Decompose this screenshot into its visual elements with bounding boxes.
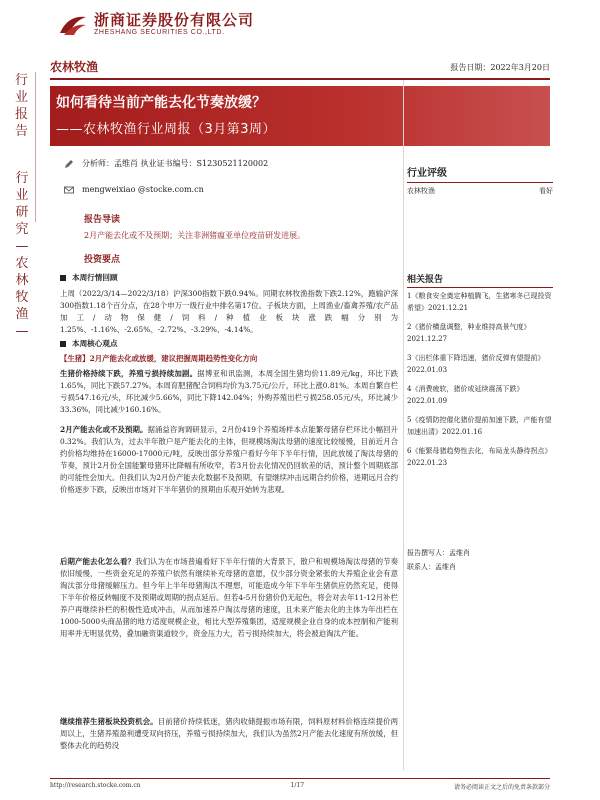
hog-lead: 【生猪】2月产能去化或放缓，建议把握周期趋势性变化方向: [60, 354, 258, 363]
contact-person: 联系人：孟维肖: [407, 563, 456, 571]
review-text: 上周（2022/3/14—2022/3/18）沪深300指数下跌0.94%。同期农林牧渔指数下跌2.12%，跑输沪深300指数1.18个百分点，在28个申万一级行业中排名第17位。子板块方面，上周渔业/畜禽养殖/农产品加工/动物保健/饲料/种植业板块涨跌幅分别为1.25%、-1.16%、-2.65%、-2.72%、-3.29%、-4.14%。: [60, 289, 398, 334]
related-list: [407, 290, 553, 476]
company-name-en: ZHESHANG SECURITIES CO.,LTD.: [94, 29, 225, 36]
hog-paragraph-1: [60, 368, 398, 416]
hog-p3-text: 我们认为在市场普遍看好下半年行情的大背景下，散户和规模场淘汰母猪的节奏依旧缓慢，一些资金充足的养殖户依然有继续补充母猪的意愿，仅少部分资金紧张的大养殖企业会有意淘汰部分母猪缓解压力。但今年上半年母猪淘汰不理想，可能造成今年下半年生猪供应仍然充足，使得下半年价格反转幅度不及预期或周期的拐点延后。但若4-5月份猪价仍无起色，将会对去年11-12月补栏养户再继续补栏的积极性造成冲击，从而加速养户淘汰母猪的速度，且未来产能去化的主体为年出栏在1000-5000头商品猪的地方适度规模企业，相比大型养殖集团，适度规模企业自身的成本控制和产能利用率并无明显优势，叠加融资渠道较少，资金压力大，若亏损持续加大，将会被迫淘汰产能。: [60, 557, 398, 638]
hog-paragraph-4: [60, 716, 398, 752]
analyst-info: 分析师：孟维肖 执业证书编号：S1230521120002: [82, 159, 269, 168]
rating-sector: 农林牧渔: [407, 187, 435, 195]
highlights-heading: 投资要点: [84, 255, 121, 265]
industry-label: 农林牧渔: [50, 60, 99, 74]
hog-p4-bold: 继续推荐生猪板块投资机会。: [60, 717, 158, 726]
analyst-block: [64, 158, 268, 210]
core-title: [60, 338, 118, 349]
side-tab-category: [8, 170, 36, 350]
related-item[interactable]: 6《能繁母猪趋势性去化，布局龙头静待拐点》2022.01.23: [407, 447, 552, 467]
rating-row: [407, 186, 553, 196]
hog-p1-bold: 生猪价格持续下跌，养殖亏损持续加剧。: [60, 369, 198, 378]
related-item[interactable]: 5《疫情防控催化猪价提前加速下跌，产能有望加速出清》2022.01.16: [407, 416, 552, 436]
related-heading: 相关报告: [407, 272, 553, 288]
hog-p4-text: 目前猪价持续低迷，猪肉收储提振市场有限，饲料原材料价格连续提价两周以上，生猪养殖盈利遭受双向挤压，养殖亏损持续加大，我们认为虽然2月产能去化速度有所放缓，但整体去化的趋势没: [60, 717, 398, 750]
guide-text: 2月产能去化或不及预期；关注非洲猪瘟亚单位疫苗研发进展。: [84, 231, 306, 240]
rating-value: 看好: [539, 187, 553, 195]
hog-paragraph-2: [60, 424, 398, 496]
rating-title: 行业评级: [407, 164, 553, 183]
related-item[interactable]: 1《粮食安全奠定种植腾飞，生猪寒冬已现投资希望》2021.12.21: [407, 292, 552, 312]
email-icon: [64, 185, 74, 195]
footer-url[interactable]: http://research.stocke.com.cn: [50, 782, 141, 789]
company-logo: [58, 12, 254, 37]
hog-p3-bold: 后期产能去化怎么看？: [60, 557, 136, 566]
page-footer: [50, 778, 550, 791]
company-name-cn: 浙商证券股份有限公司: [94, 11, 255, 29]
related-item[interactable]: 2《猪价横盘调整，种业维持高景气度》2021.12.27: [407, 323, 531, 343]
report-author: 报告撰写人：孟维肖: [407, 549, 470, 557]
report-header: [50, 58, 550, 80]
report-subtitle: ——农林牧渔行业周报（3月第3周）: [56, 122, 277, 137]
footer-disclaimer: 请务必阅读正文之后的免责条款部分: [453, 784, 550, 791]
hog-p2-text: 据涌益咨询调研显示，2月份419个养殖场样本点能繁母猪存栏环比小幅回升0.32%。我们认为，过去半年散户是产能去化的主体，但规模场淘汰母猪的速度比较缓慢，目前近月合约价格均维持在16000-17000元/吨，反映出部分养殖户看好今年下半年行情，因此放缓了淘汰母猪的节奏，预计2月份全国能繁母猪环比降幅有所收窄，若3月份去化情况仍回软差的话，预计整个周期底部的可能性会加大。但我们认为2月份产能去化数据不及预期，有望继续冲击远期合约价格，进期远月合约价格逐步下跌，反映出市场对下半年猪价的预期由乐观开始转为悲观。: [60, 425, 398, 494]
pen-icon: [64, 159, 74, 169]
core-title-label: 本周核心观点: [72, 339, 118, 348]
report-title: 如何看待当前产能去化节奏放缓？: [56, 95, 266, 111]
page-number: 1/17: [290, 782, 305, 789]
title-band: [50, 86, 550, 146]
hog-p2-bold: 2月产能去化或不及预期。: [60, 425, 148, 434]
related-item[interactable]: 4《消费疲软，猪价或延续震荡下跌》2022.01.09: [407, 385, 524, 405]
bullet-square-icon: [60, 341, 66, 347]
zheshang-logo-icon: [58, 13, 88, 37]
review-title-label: 本周行情回顾: [72, 273, 118, 282]
review-title: [60, 272, 118, 283]
side-tab-category-label: 行业研究—农林牧渔—: [15, 171, 29, 339]
related-item[interactable]: 3《出栏体重下降迅速，猪价反弹有望提前》2022.01.03: [407, 354, 545, 374]
column-divider: [403, 80, 404, 770]
bullet-square-icon: [60, 275, 66, 281]
side-tab-report-type-label: 行业报告: [14, 73, 28, 139]
hog-paragraph-3: [60, 556, 398, 640]
analyst-email[interactable]: mengweixiao @stocke.com.cn: [82, 185, 204, 194]
report-date: 报告日期：2022年3月20日: [450, 63, 550, 72]
hog-p1-text: 据博亚和讯监测，本周全国生猪均价11.89元/kg，环比下跌1.65%，同比下跌57.27%。本周育肥猪配合饲料均价为3.75元/公斤，环比上涨0.81%。本周自繁自栏亏损547.16元/头，环比减少5.66%，同比下降142.04%；外购养殖出栏亏损258.05元/头，环比减少33.36%，同比减少160.16%。: [60, 369, 398, 414]
guide-heading: 报告导读: [84, 215, 121, 225]
